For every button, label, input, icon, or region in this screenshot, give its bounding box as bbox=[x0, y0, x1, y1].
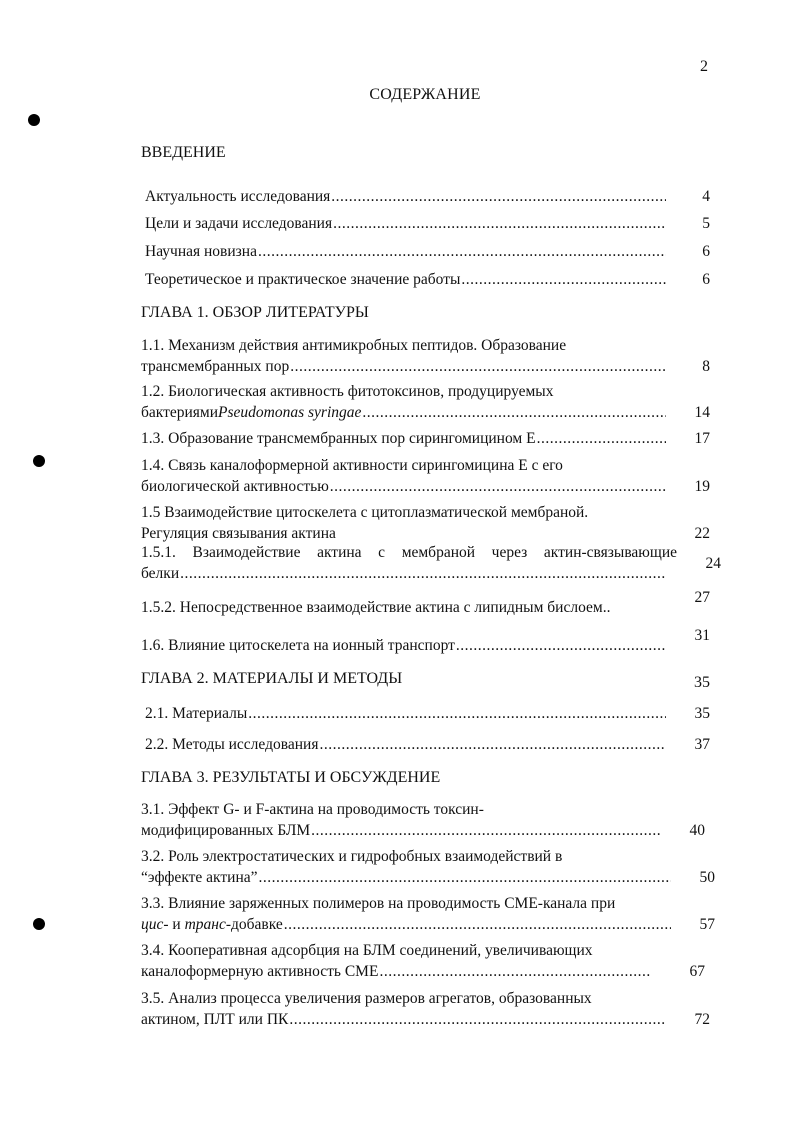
toc-entry-1-1: 1.1. Механизм действия антимикробных пептидов. Образование трансмембранных пор ..... 8 bbox=[141, 335, 666, 377]
bullet-dot-icon bbox=[33, 918, 45, 930]
toc-page-number: 40 bbox=[689, 822, 705, 839]
chapter3-heading: ГЛАВА 3. РЕЗУЛЬТАТЫ И ОБСУЖДЕНИЕ bbox=[141, 769, 441, 786]
toc-entry-intro-2: Цели и задачи исследования ..... 5 bbox=[145, 213, 666, 234]
toc-page-number: 50 bbox=[699, 869, 715, 886]
toc-entry-1-3: 1.3. Образование трансмембранных пор сирингомицином Е ..... 17 bbox=[141, 428, 666, 449]
toc-entry-1-6: 1.6. Влияние цитоскелета на ионный транспорт ..... 31 bbox=[141, 635, 666, 656]
toc-page-number: 24 bbox=[705, 555, 721, 572]
page-title: СОДЕРЖАНИЕ bbox=[369, 86, 481, 103]
toc-entry-1-2: 1.2. Биологическая активность фитотоксинов, продуцируемых бактериями Pseudomonas syringae ..... 14 bbox=[141, 381, 666, 423]
toc-page-number: 14 bbox=[694, 404, 710, 421]
chapter1-heading: ГЛАВА 1. ОБЗОР ЛИТЕРАТУРЫ bbox=[141, 304, 369, 321]
toc-entry-1-4: 1.4. Связь каналоформерной активности сирингомицина Е с его биологической активностью ..... 19 bbox=[141, 455, 666, 497]
bullet-dot-icon bbox=[28, 114, 40, 126]
toc-entry-intro-1: Актуальность исследования ..... 4 bbox=[145, 186, 666, 207]
toc-entry-3-2: 3.2. Роль электростатических и гидрофобных взаимодействий в “эффекте актина” ..... 50 bbox=[141, 846, 671, 888]
toc-page-number: 4 bbox=[702, 188, 710, 205]
toc-page-number: 67 bbox=[689, 963, 705, 980]
toc-page-number: 22 bbox=[694, 525, 710, 542]
chapter2-heading: ГЛАВА 2. МАТЕРИАЛЫ И МЕТОДЫ bbox=[141, 670, 403, 687]
toc-entry-2-1: 2.1. Материалы ..... 35 bbox=[145, 703, 666, 724]
toc-page-number: 35 bbox=[694, 674, 710, 691]
toc-page-number: 6 bbox=[702, 243, 710, 260]
toc-entry-3-5: 3.5. Анализ процесса увеличения размеров агрегатов, образованных актином, ПЛТ или ПК ..... 72 bbox=[141, 988, 666, 1030]
toc-page-number: 37 bbox=[694, 736, 710, 753]
toc-entry-1-5-2: 1.5.2. Непосредственное взаимодействие актина с липидным бислоем.. 27 bbox=[141, 589, 710, 616]
toc-entry-3-1: 3.1. Эффект G- и F-актина на проводимость токсин- модифицированных БЛМ ..... 40 bbox=[141, 799, 661, 841]
toc-entry-intro-4: Теоретическое и практическое значение работы ..... 6 bbox=[145, 269, 666, 290]
toc-page-number: 5 bbox=[702, 215, 710, 232]
toc-entry-1-5-1: 1.5.1. Взаимодействие актина с мембраной через актин-связывающие белки ..... 24 bbox=[141, 542, 677, 584]
toc-entry-1-5: 1.5 Взаимодействие цитоскелета с цитоплазматической мембраной. Регуляция связывания актина 22 bbox=[141, 504, 710, 542]
toc-page-number: 72 bbox=[694, 1011, 710, 1028]
intro-heading: ВВЕДЕНИЕ bbox=[141, 144, 226, 161]
toc-page-number: 57 bbox=[699, 916, 715, 933]
toc-page-number: 31 bbox=[694, 627, 710, 644]
toc-entry-3-3: 3.3. Влияние заряженных полимеров на проводимость СМЕ-канала при цис- и транс- добавке ..... 57 bbox=[141, 893, 671, 935]
toc-page-number: 8 bbox=[702, 358, 710, 375]
toc-entry-3-4: 3.4. Кооперативная адсорбция на БЛМ соединений, увеличивающих каналоформерную активность СМЕ ..... 67 bbox=[141, 940, 651, 982]
toc-entry-2-2: 2.2. Методы исследования ..... 37 bbox=[145, 734, 666, 755]
toc-page-number: 17 bbox=[694, 430, 710, 447]
bullet-dot-icon bbox=[33, 455, 45, 467]
toc-page-number: 35 bbox=[694, 705, 710, 722]
toc-page-number: 27 bbox=[694, 589, 710, 606]
page-number: 2 bbox=[700, 58, 708, 75]
toc-entry-intro-3: Научная новизна ..... 6 bbox=[145, 241, 666, 262]
toc-page-number: 6 bbox=[702, 271, 710, 288]
toc-page-number: 19 bbox=[694, 478, 710, 495]
